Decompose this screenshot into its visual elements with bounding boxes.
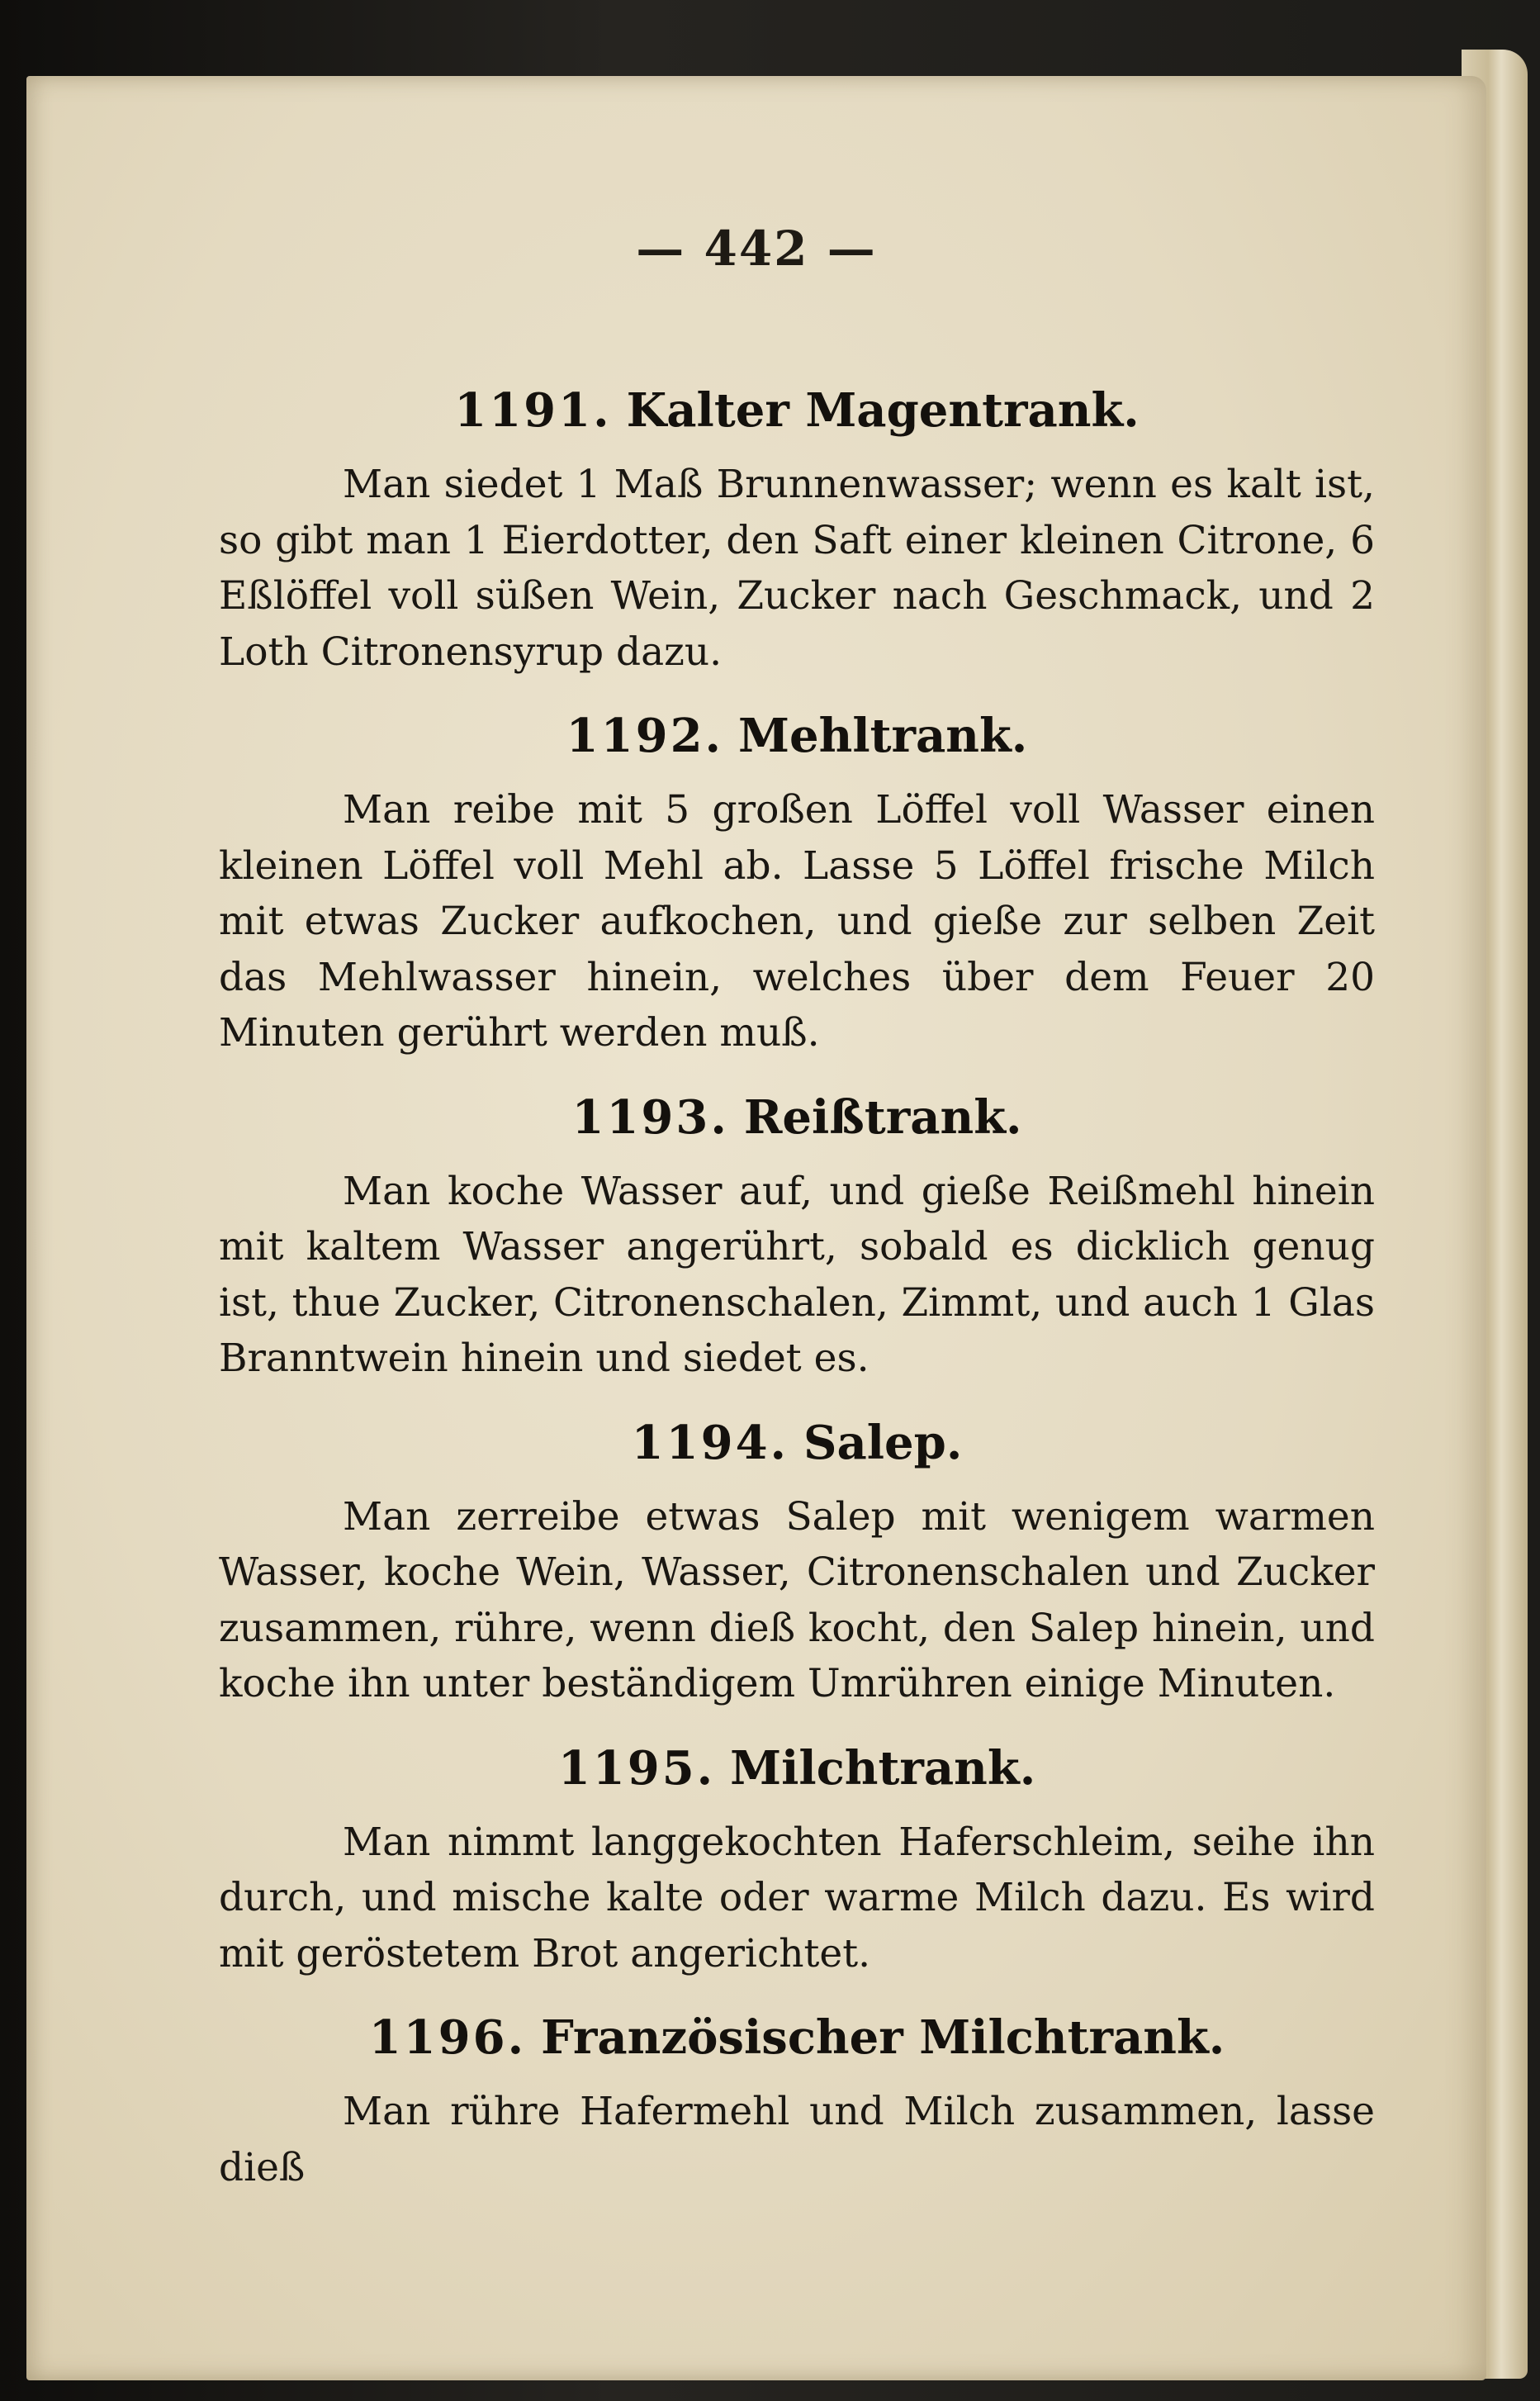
recipe-number: 1193. xyxy=(571,1089,729,1145)
recipe-title: Reißtrank. xyxy=(743,1089,1022,1145)
recipe-title: Salep. xyxy=(803,1415,963,1470)
book-page xyxy=(26,76,1486,2380)
recipe-title: Mehltrank. xyxy=(738,709,1028,763)
recipe-entry-1194 xyxy=(219,1410,1375,1712)
recipe-heading xyxy=(219,377,1375,444)
recipe-heading xyxy=(219,703,1375,769)
recipe-entry-1192 xyxy=(219,703,1375,1061)
recipe-text: Man siedet 1 Maß Brunnenwasser; wenn es kalt ist, so gibt man 1 Eierdotter, den Saft einer kleinen Citrone, 6 Eßlöffel voll süßen Wein, Zucker nach Geschmack, und 2 Loth Citronensyrup dazu. xyxy=(219,462,1375,675)
recipe-text: Man rühre Hafermehl und Milch zusammen, lasse dieß xyxy=(219,2089,1375,2190)
recipe-entry-1191 xyxy=(219,377,1375,680)
recipe-text: Man zerreibe etwas Salep mit wenigem warmen Wasser, koche Wein, Wasser, Citronenschalen und Zucker zusammen, rühre, wenn dieß kocht, den Salep hinein, und koche ihn unter beständigem Umrühren einige Minuten. xyxy=(219,1493,1375,1706)
page-number: — 442 — xyxy=(636,221,877,277)
recipe-heading xyxy=(219,1410,1375,1476)
recipe-number: 1191. xyxy=(454,383,612,438)
recipe-number: 1195. xyxy=(557,1740,716,1796)
recipe-text: Man koche Wasser auf, und gieße Reißmehl hinein mit kaltem Wasser angerührt, sobald es dicklich genug ist, thue Zucker, Citronenschalen, Zimmt, und auch 1 Glas Branntwein hinein und siedet es. xyxy=(219,1168,1375,1381)
recipe-heading xyxy=(219,1084,1375,1151)
recipe-number: 1194. xyxy=(631,1415,789,1470)
recipe-entry-1193 xyxy=(219,1084,1375,1387)
recipe-title: Französischer Milchtrank. xyxy=(541,2010,1225,2065)
recipe-heading xyxy=(219,1735,1375,1801)
recipe-entry-1196 xyxy=(219,2005,1375,2195)
recipe-entry-1195 xyxy=(219,1735,1375,1982)
recipe-heading xyxy=(219,2005,1375,2071)
recipe-title: Milchtrank. xyxy=(730,1740,1036,1796)
recipe-number: 1196. xyxy=(368,2010,527,2065)
recipe-text: Man reibe mit 5 großen Löffel voll Wasser einen kleinen Löffel voll Mehl ab. Lasse 5 Löffel frische Milch mit etwas Zucker aufkochen, und gieße zur selben Zeit das Mehlwasser hinein, welches über dem Feuer 20 Minuten gerührt werden muß. xyxy=(219,787,1375,1056)
page-content xyxy=(219,377,1375,2218)
recipe-title: Kalter Magentrank. xyxy=(626,383,1140,438)
recipe-number: 1192. xyxy=(566,709,724,763)
recipe-text: Man nimmt langgekochten Haferschleim, seihe ihn durch, und mische kalte oder warme Milch dazu. Es wird mit geröstetem Brot angerichtet. xyxy=(219,1819,1375,1976)
